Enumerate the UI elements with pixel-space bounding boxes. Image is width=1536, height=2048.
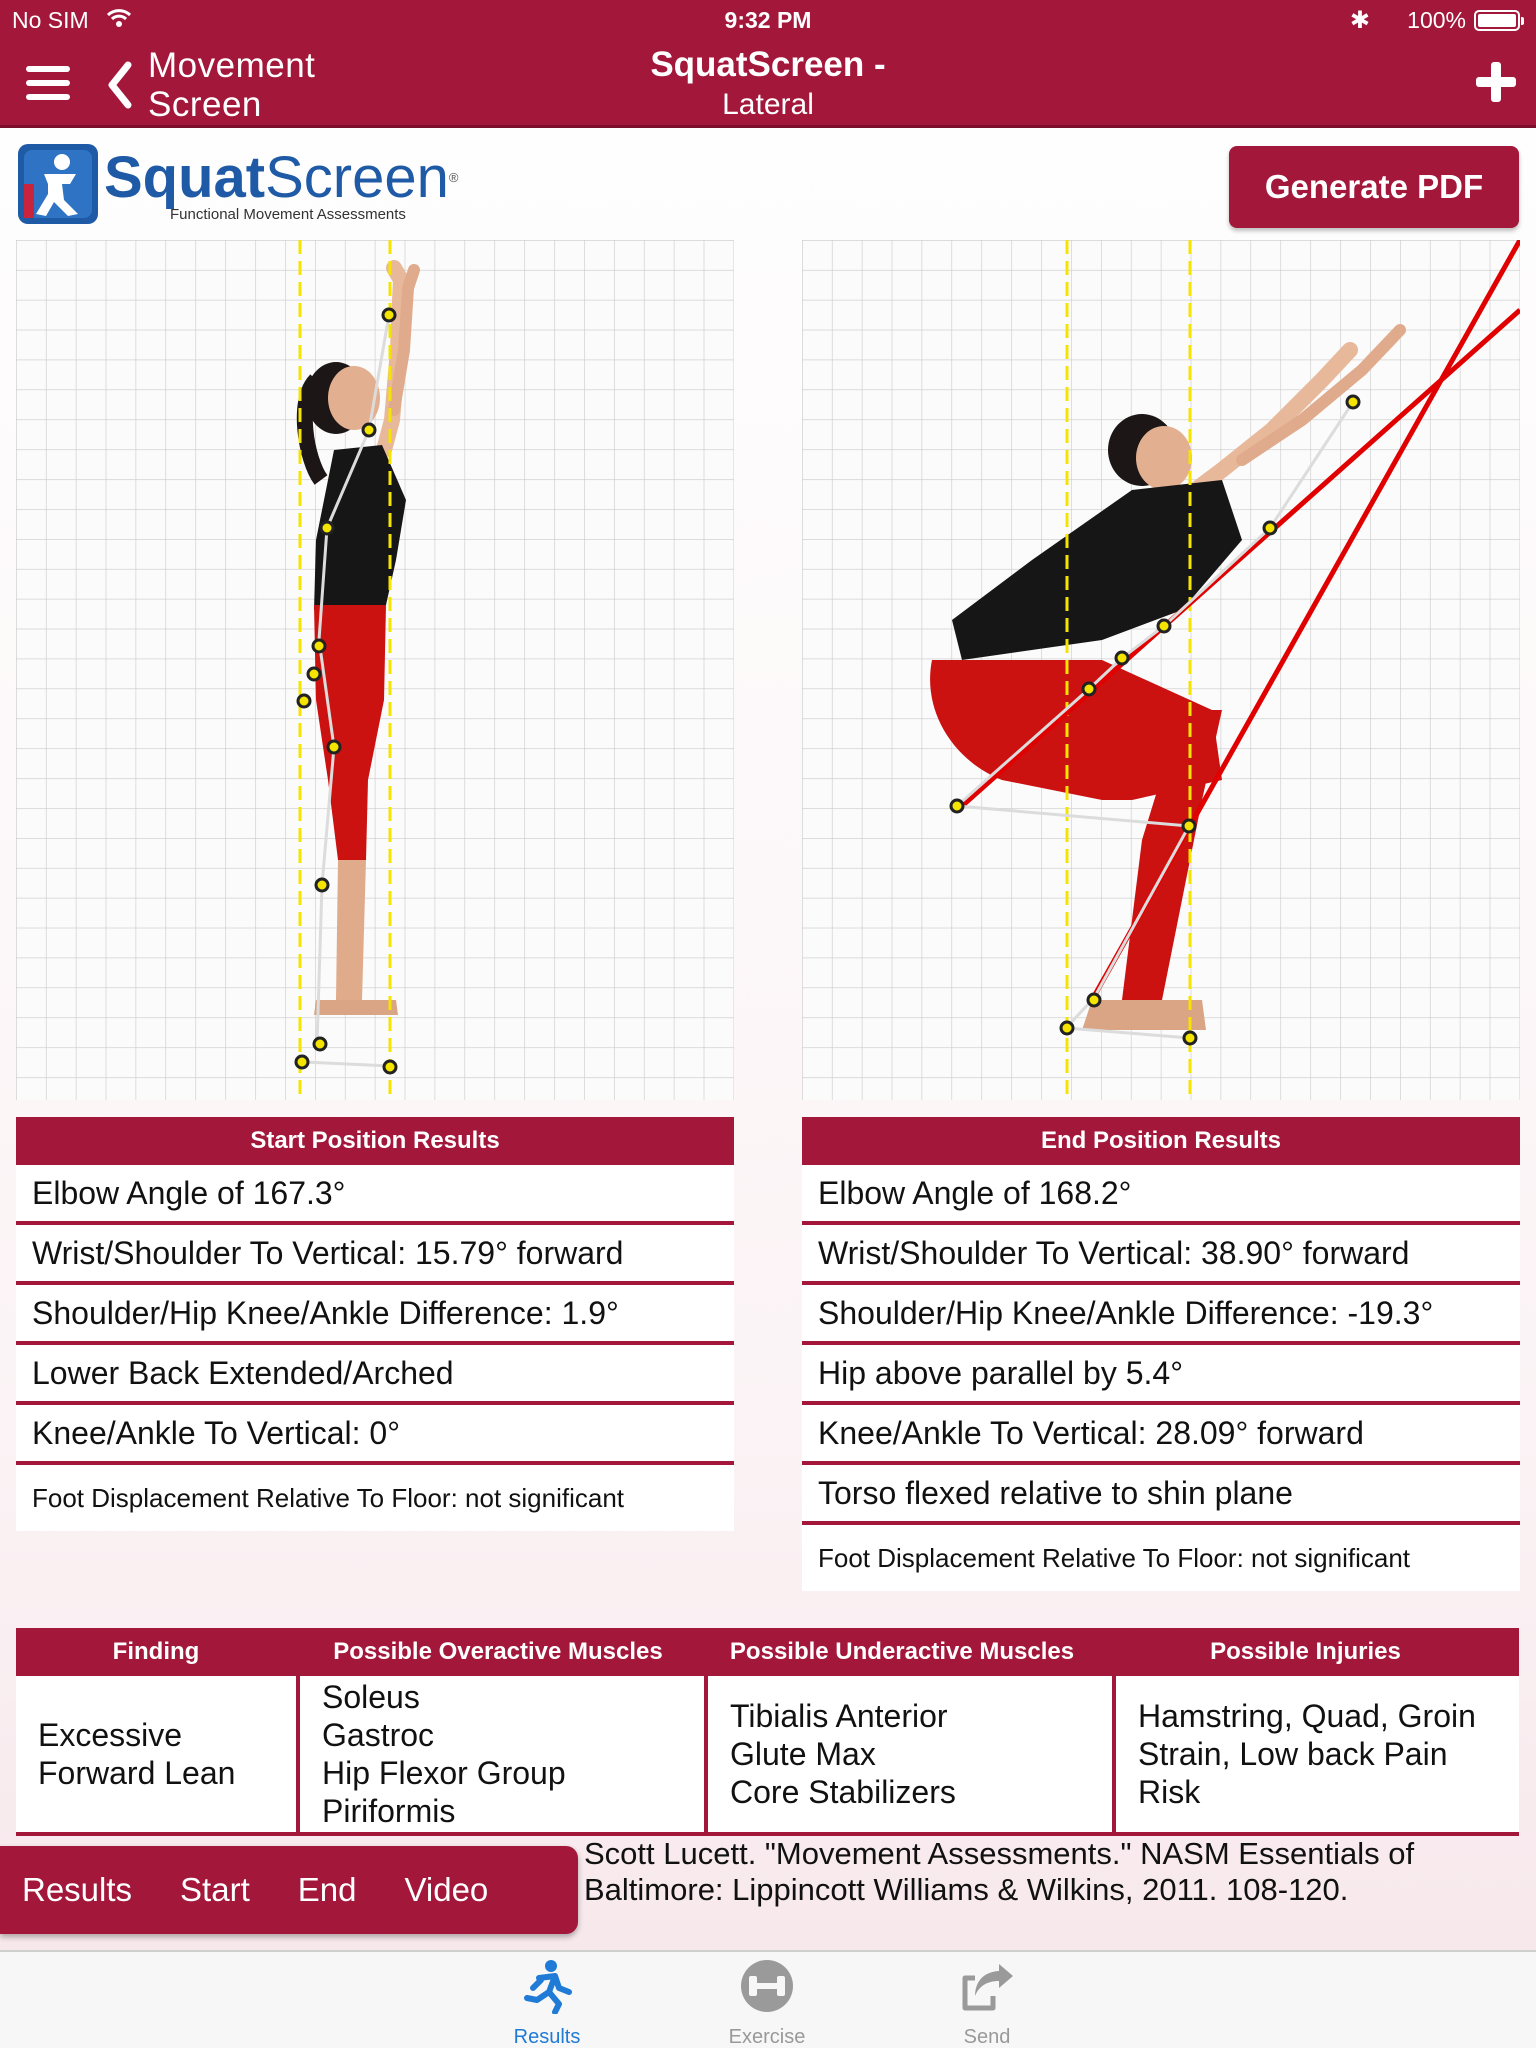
injuries-cell: [1116, 1676, 1519, 1832]
title-sub: Lateral: [722, 88, 814, 121]
result-row: Elbow Angle of 168.2°: [802, 1165, 1520, 1225]
segment-start[interactable]: Start: [180, 1871, 250, 1908]
muscle-item: Soleus: [322, 1679, 420, 1715]
end-photo-canvas: [802, 240, 1520, 1100]
view-segment-bar: [0, 1846, 578, 1934]
logo-mark-icon: [18, 144, 98, 224]
battery-percent: 100%: [1407, 7, 1466, 33]
result-row: Hip above parallel by 5.4°: [802, 1345, 1520, 1405]
battery-icon: [1474, 10, 1520, 31]
muscle-item: Glute Max: [730, 1736, 876, 1772]
underactive-cell: [708, 1676, 1112, 1832]
page-title: [0, 44, 1536, 124]
end-results-title: End Position Results: [802, 1117, 1520, 1165]
tab-results-label: Results: [513, 2026, 581, 2048]
overactive-cell: [300, 1676, 704, 1832]
end-position-results: [802, 1117, 1520, 1591]
logo-word-bold: Squat: [104, 145, 266, 210]
squatscreen-logo: [18, 142, 459, 226]
add-icon[interactable]: [1476, 62, 1516, 102]
start-position-results: [16, 1117, 734, 1531]
citation-line: Scott Lucett. "Movement Assessments." NASM Essentials of: [584, 1836, 1415, 1871]
result-row: Shoulder/Hip Knee/Ankle Difference: -19.3°: [802, 1285, 1520, 1345]
header-injuries: Possible Injuries: [1210, 1638, 1401, 1665]
header-overactive: Possible Overactive Muscles: [333, 1638, 663, 1665]
generate-pdf-button[interactable]: Generate PDF: [1229, 146, 1519, 228]
bluetooth-icon: ✱: [1349, 7, 1370, 34]
registered-mark: ®: [448, 170, 459, 185]
tab-send[interactable]: [917, 1958, 1057, 2048]
header-finding: Finding: [112, 1638, 200, 1665]
runner-icon: [519, 1958, 575, 2014]
carrier-label: No SIM: [12, 7, 89, 33]
result-row: Foot Displacement Relative To Floor: not significant: [16, 1465, 734, 1531]
finding-line: Forward Lean: [38, 1755, 236, 1791]
tab-results[interactable]: [477, 1958, 617, 2048]
findings-header: [16, 1628, 1519, 1676]
muscle-item: Tibialis Anterior: [730, 1698, 948, 1734]
logo-word-light: Screen: [265, 145, 449, 210]
result-row: Knee/Ankle To Vertical: 28.09° forward: [802, 1405, 1520, 1465]
start-results-title: Start Position Results: [16, 1117, 734, 1165]
muscle-item: Piriformis: [322, 1793, 456, 1829]
back-label: Movement Screen: [148, 46, 316, 124]
tab-send-label: Send: [963, 2026, 1011, 2048]
end-position-photo[interactable]: [802, 240, 1520, 1100]
start-position-photo[interactable]: [16, 240, 734, 1100]
citation-line: Baltimore: Lippincott Williams & Wilkins, 2011. 108-120.: [584, 1872, 1349, 1907]
findings-table: [16, 1628, 1519, 1836]
result-row: Lower Back Extended/Arched: [16, 1345, 734, 1405]
result-row: Wrist/Shoulder To Vertical: 38.90° forward: [802, 1225, 1520, 1285]
finding-line: Excessive: [38, 1717, 183, 1753]
injury-line: Strain, Low back Pain: [1138, 1736, 1448, 1772]
segment-video[interactable]: Video: [404, 1871, 489, 1908]
clock: 9:32 PM: [724, 7, 812, 33]
result-row: Foot Displacement Relative To Floor: not significant: [802, 1525, 1520, 1591]
muscle-item: Hip Flexor Group: [322, 1755, 566, 1791]
result-row: Knee/Ankle To Vertical: 0°: [16, 1405, 734, 1465]
tab-exercise[interactable]: [697, 1958, 837, 2048]
result-row: Torso flexed relative to shin plane: [802, 1465, 1520, 1525]
start-photo-canvas: [16, 240, 734, 1100]
navigation-bar: [0, 40, 1536, 128]
tab-bar: [0, 1950, 1536, 2048]
share-icon: [959, 1958, 1015, 2014]
title-main: SquatScreen -: [650, 45, 886, 84]
status-bar: [0, 0, 1536, 40]
findings-row: [16, 1676, 1519, 1836]
muscle-item: Core Stabilizers: [730, 1774, 956, 1810]
result-row: Elbow Angle of 167.3°: [16, 1165, 734, 1225]
finding-cell: [16, 1676, 296, 1832]
injury-line: Hamstring, Quad, Groin: [1138, 1698, 1476, 1734]
segment-results[interactable]: Results: [22, 1871, 133, 1908]
dumbbell-icon: [739, 1958, 795, 2014]
result-row: Wrist/Shoulder To Vertical: 15.79° forward: [16, 1225, 734, 1285]
muscle-item: Gastroc: [322, 1717, 435, 1753]
injury-line: Risk: [1138, 1774, 1201, 1810]
header-underactive: Possible Underactive Muscles: [729, 1638, 1075, 1665]
logo-tagline: Functional Movement Assessments: [170, 206, 406, 223]
result-row: Shoulder/Hip Knee/Ankle Difference: 1.9°: [16, 1285, 734, 1345]
segment-end[interactable]: End: [297, 1871, 357, 1908]
tab-exercise-label: Exercise: [728, 2026, 806, 2048]
citation-text: [584, 1836, 1414, 1908]
